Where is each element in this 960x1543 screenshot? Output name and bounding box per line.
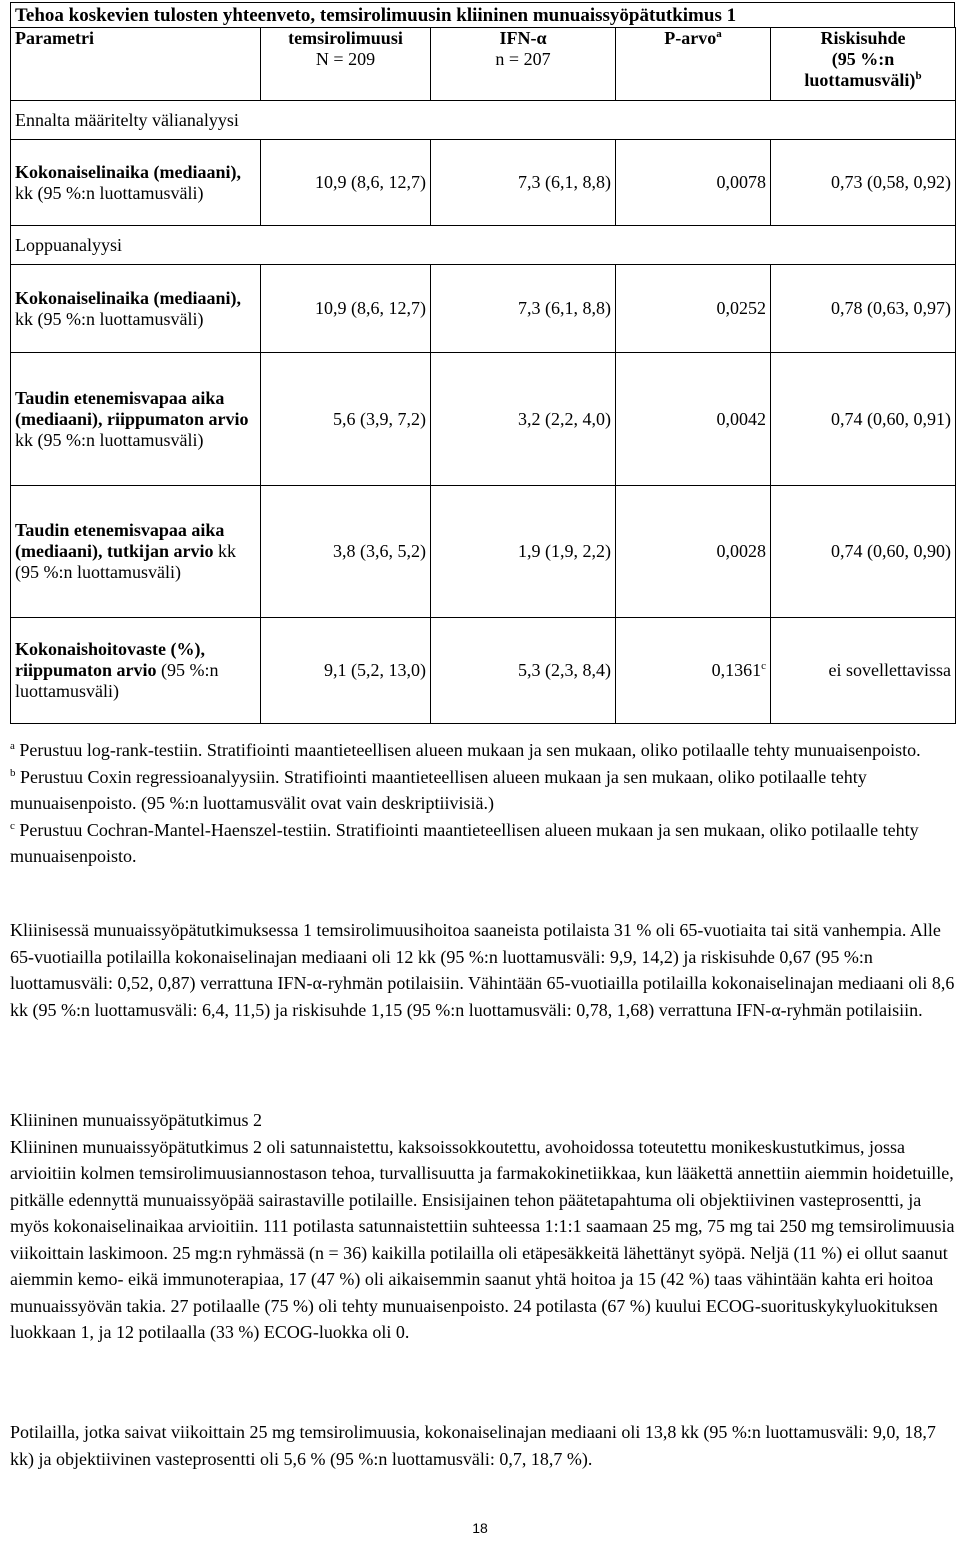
section-heading: Ennalta määritelty välianalyysi [11,101,956,140]
study-2-heading: Kliininen munuaissyöpätutkimus 2 [10,1110,262,1130]
row-ifn: 3,2 (2,2, 4,0) [431,353,616,486]
row-hazard-ratio: ei sovellettavissa [771,618,956,724]
row-parameter: Kokonaiselinaika (mediaani), kk (95 %:n luottamusväli) [11,140,261,226]
header-ifn-name: IFN-α [499,28,547,48]
row-p-value: 0,0252 [616,265,771,353]
row-hazard-ratio: 0,74 (0,60, 0,91) [771,353,956,486]
footnote-b: $^b$ Perustuu Coxin regressioanalyysiin. Stratifiointi maantieteellisen alueen mukaan ja sen mukaan, oliko potilaalle tehty munuaisenpoisto. (95 %:n luottamusvälit ovat vain deskriptiivisiä.) [10,766,867,813]
efficacy-results-table [10,27,956,724]
row-p-value: 0,1361$^c$ [616,618,771,724]
row-parameter: Kokonaiselinaika (mediaani), kk (95 %:n luottamusväli) [11,265,261,353]
table-title: Tehoa koskevien tulosten yhteenveto, temsirolimuusin kliininen munuaissyöpätutkimus 1 [10,2,955,28]
table-row [11,140,956,226]
section-row-interim [11,101,956,140]
header-temsirolimus-name: temsirolimuusi [288,28,403,48]
table-row [11,265,956,353]
table-header-row [11,28,956,101]
footnote-ref-b: b [915,70,922,82]
row-temsirolimus: 3,8 (3,6, 5,2) [261,486,431,618]
header-temsirolimus-n: N = 209 [315,49,376,69]
section-study-2 [10,1107,955,1346]
footnote-c: $^c$ Perustuu Cochran-Mantel-Haenszel-testiin. Stratifiointi maantieteellisen alueen mukaan ja sen mukaan, oliko potilaalle tehty munuaisenpoisto. [10,819,919,866]
footnote-ref-c: c [761,660,766,672]
table-footnotes [10,737,955,870]
row-parameter: Taudin etenemisvapaa aika (mediaani), riippumaton arvio kk (95 %:n luottamusväli) [11,353,261,486]
header-hazard-ratio: Riskisuhde (95 %:n luottamusväli)$^b$ [771,28,956,101]
table-row [11,486,956,618]
header-ifn-n: n = 207 [495,49,551,69]
row-ifn: 7,3 (6,1, 8,8) [431,140,616,226]
footnote-ref-a: a [716,28,722,40]
paragraph-age-subgroups: Kliinisessä munuaissyöpätutkimuksessa 1 temsirolimuusihoitoa saaneista potilaista 31 % oli 65-vuotiaita tai sitä vanhempia. Alle 65-vuotiailla potilailla kokonaiselinajan mediaani oli 12 kk (95 %:n luottamusväli: 9,9, 14,2) ja riskisuhde 0,67 (95 %:n luottamusväli: 0,52, 0,87) verrattuna IFN-α-ryhmän potilaisiin. Vähintään 65-vuotiailla potilailla kokonaiselinajan mediaani oli 8,6 kk (95 %:n luottamusväli: 6,4, 11,5) ja riskisuhde 1,15 (95 %:n luottamusväli: 0,78, 1,68) verrattuna IFN-α-ryhmän potilaisiin. [10,920,955,1020]
header-parameter: Parametri [11,28,261,101]
row-hazard-ratio: 0,73 (0,58, 0,92) [771,140,956,226]
page-number: 18 [472,1520,488,1536]
header-ifn [431,28,616,101]
study-2-description: Kliininen munuaissyöpätutkimus 2 oli satunnaistettu, kaksoissokkoutettu, avohoidossa toteutettu monikeskustutkimus, jossa arvioitiin kolmen temsirolimuusiannostason tehoa, turvallisuutta ja farmakokinetiikkaa, kun lääkettä annettiin aiemmin hoidetuille, pitkälle edennyttä munuaissyöpää sairastaville potilaille. Ensisijainen tehon päätetapahtuma oli objektiivinen vasteprosentti, ja myös kokonaiselinaikaa arvioitiin. 111 potilasta satunnaistettiin suhteessa 1:1:1 saamaan 25 mg, 75 mg tai 250 mg temsirolimuusia viikoittain laskimoon. 25 mg:n ryhmässä (n = 36) kaikilla potilailla oli etäpesäkkeitä lähettänyt syöpä. Neljä (11 %) ei ollut saanut aiemmin kemo- eikä immunoterapiaa, 17 (47 %) oli aikaisemmin saanut yhtä hoitoa ja 15 (42 %) taas vähintään kahta eri hoitoa munuaissyövän takia. 27 potilaalle (75 %) oli tehty munuaisenpoisto. 24 potilasta (67 %) kuului ECOG-suorituskykyluokituksen luokkaan 1, ja 12 potilaalla (33 %) ECOG-luokka oli 0. [10,1136,955,1342]
row-p-value: 0,0042 [616,353,771,486]
row-parameter: Taudin etenemisvapaa aika (mediaani), tutkijan arvio kk (95 %:n luottamusväli) [11,486,261,618]
section-row-final [11,226,956,265]
footnote-a: $^a$ Perustuu log-rank-testiin. Stratifiointi maantieteellisen alueen mukaan ja sen mukaan, oliko potilaalle tehty munuaisenpoisto. [10,740,921,760]
row-temsirolimus: 9,1 (5,2, 13,0) [261,618,431,724]
row-temsirolimus: 5,6 (3,9, 7,2) [261,353,431,486]
row-hazard-ratio: 0,74 (0,60, 0,90) [771,486,956,618]
table-row [11,618,956,724]
row-parameter: Kokonaishoitovaste (%), riippumaton arvio (95 %:n luottamusväli) [11,618,261,724]
paragraph-study-2-results: Potilailla, jotka saivat viikoittain 25 mg temsirolimuusia, kokonaiselinajan mediaani oli 13,8 kk (95 %:n luottamusväli: 9,0, 18,7 kk) ja objektiivinen vasteprosentti oli 5,6 % (95 %:n luottamusväli: 0,7, 18,7 %). [10,1422,936,1469]
header-p-value: P-arvo$^a$ [616,28,771,101]
row-temsirolimus: 10,9 (8,6, 12,7) [261,140,431,226]
section-heading: Loppuanalyysi [11,226,956,265]
row-p-value: 0,0028 [616,486,771,618]
row-ifn: 1,9 (1,9, 2,2) [431,486,616,618]
table-row [11,353,956,486]
row-ifn: 5,3 (2,3, 8,4) [431,618,616,724]
row-p-value: 0,0078 [616,140,771,226]
row-temsirolimus: 10,9 (8,6, 12,7) [261,265,431,353]
row-hazard-ratio: 0,78 (0,63, 0,97) [771,265,956,353]
header-temsirolimus [261,28,431,101]
row-ifn: 7,3 (6,1, 8,8) [431,265,616,353]
